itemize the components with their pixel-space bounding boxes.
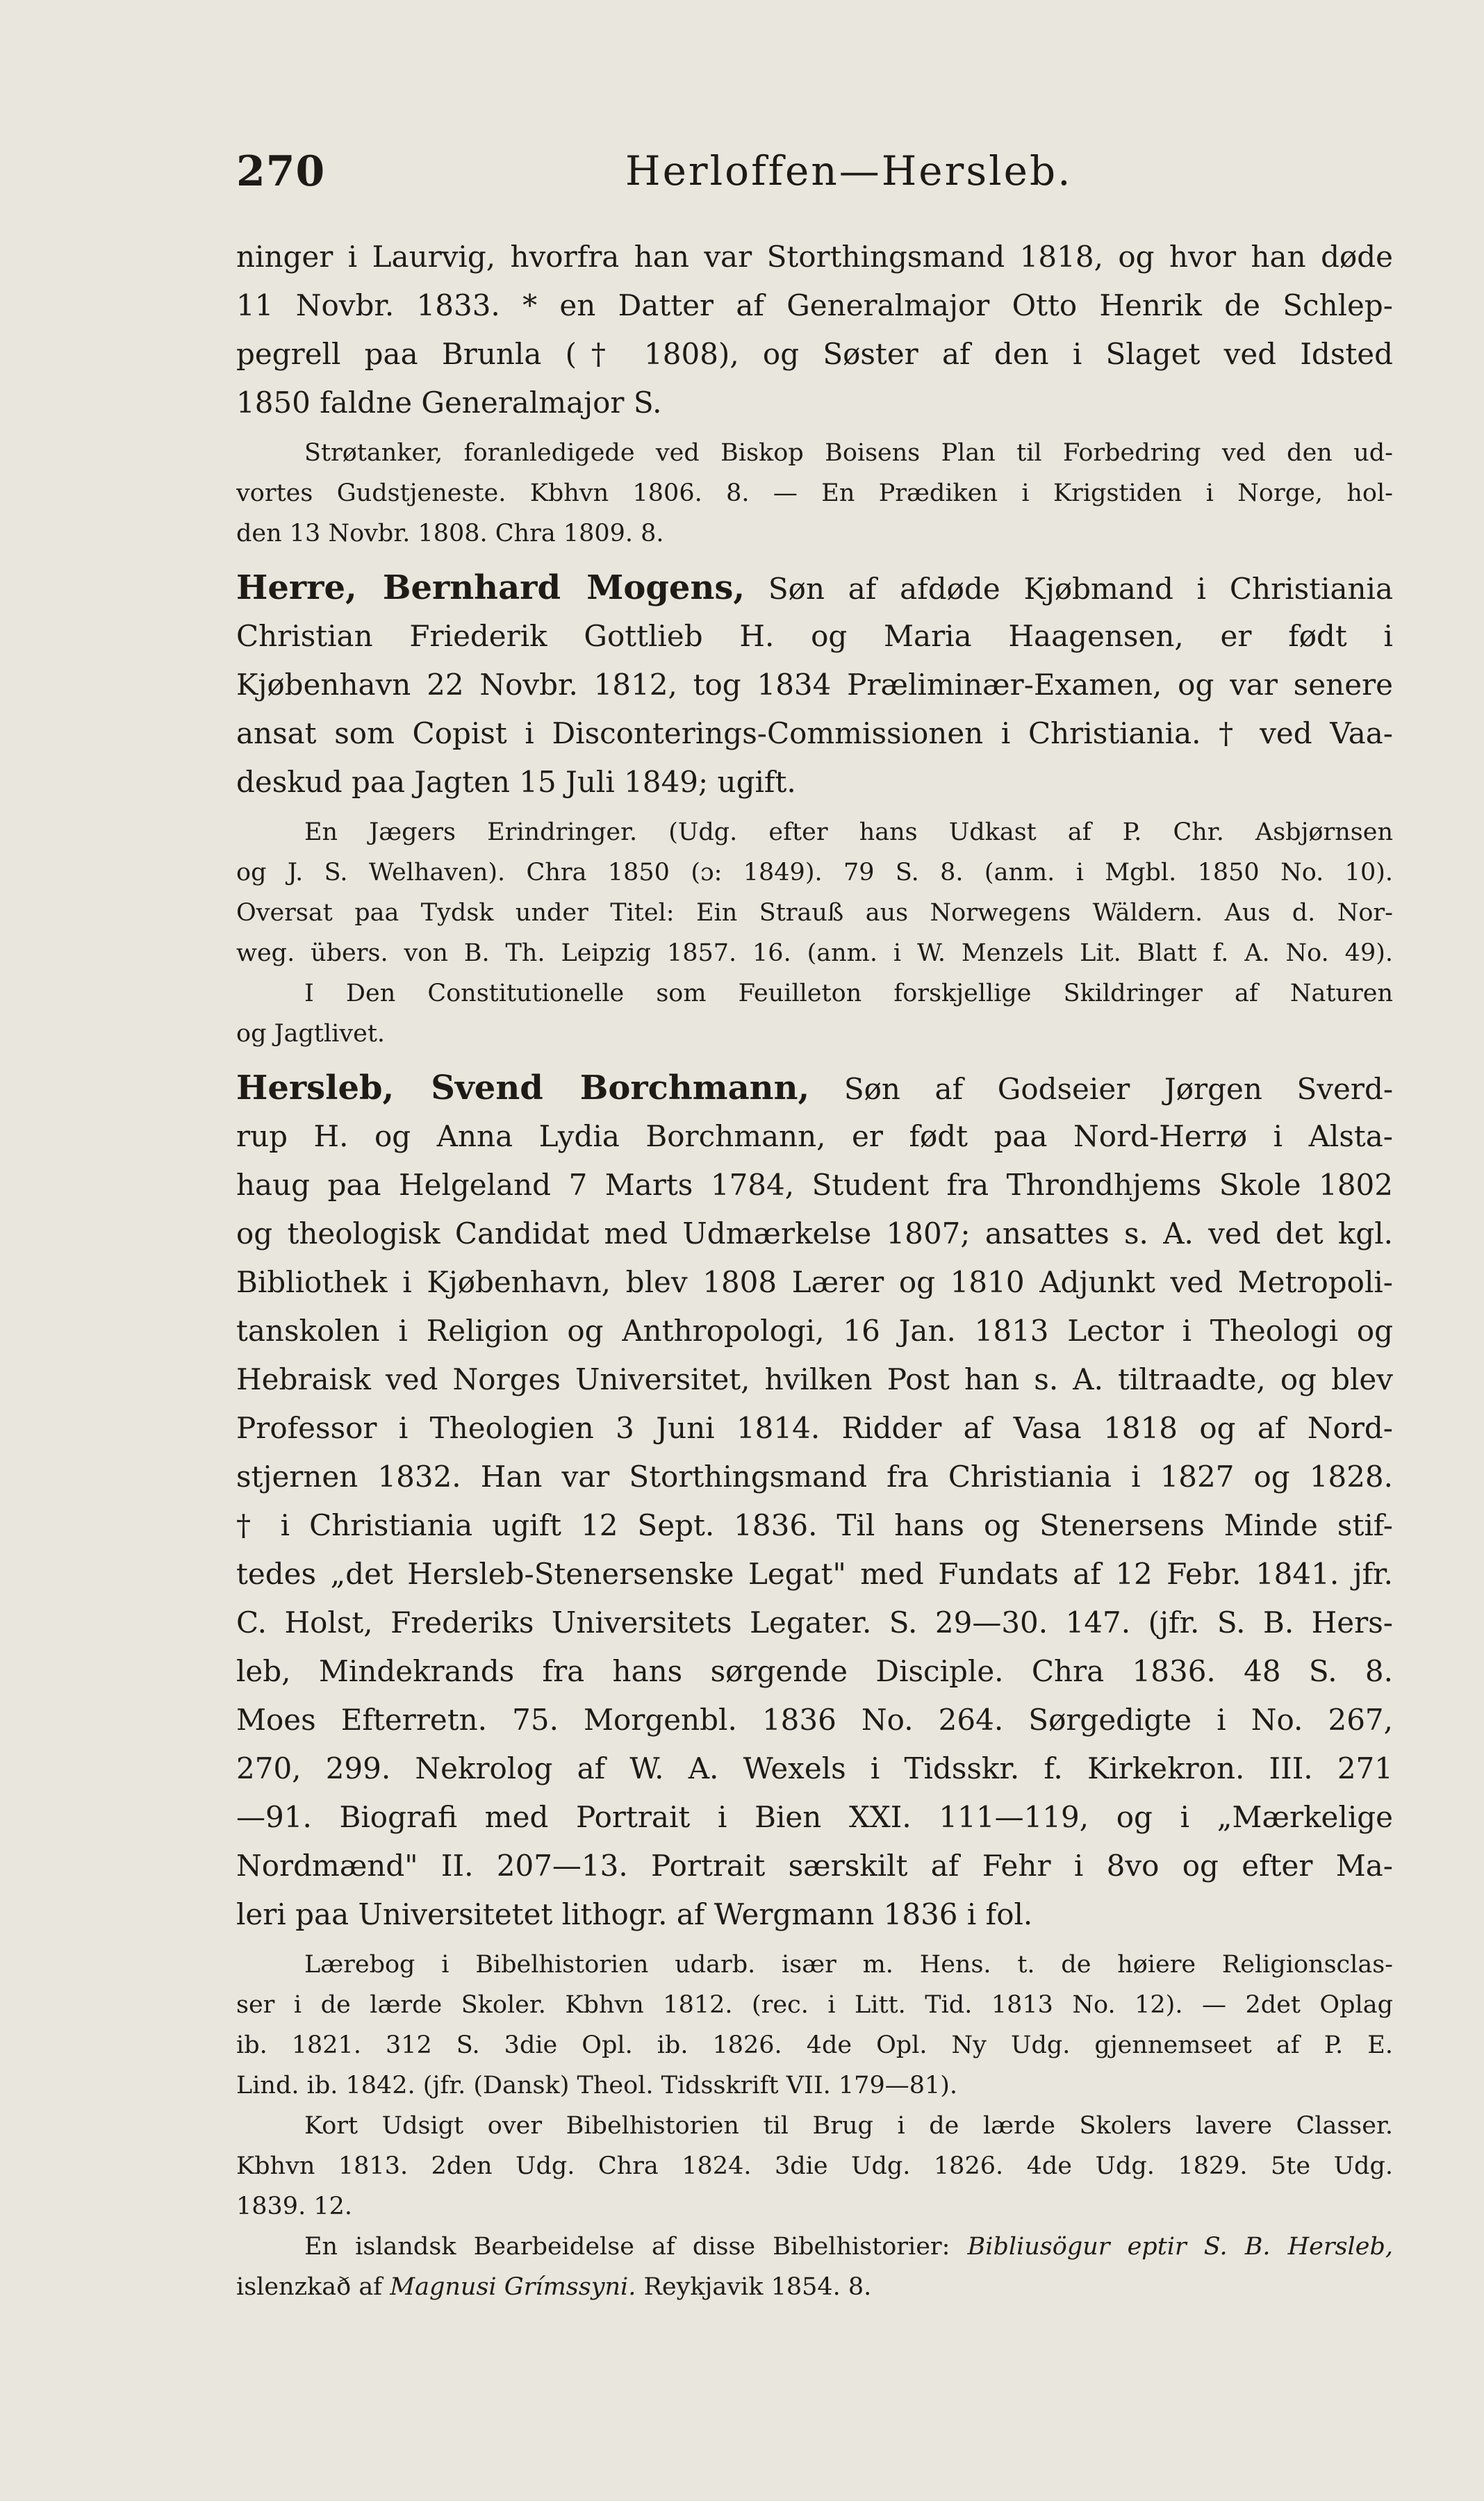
icelandic-prefix: En islandsk Bearbeidelse af disse Bibelhistorier: [304,2233,968,2261]
icelandic-imprint: Reykjavik 1854. 8. [636,2273,872,2301]
work-line: I Den Constitutionelle som Feuilleton forskjellige Skildringer af Naturen [304,980,1393,1007]
icelandic-text: islenzkað af [236,2273,390,2301]
work-line: Kbhvn 1813. 2den Udg. Chra 1824. 3die Udg. 1826. 4de Udg. 1829. 5te Udg. [236,2152,1393,2180]
entry-name: Herre, Bernhard Mogens, [236,568,745,607]
work-line-icelandic-2 [236,2267,1393,2307]
text-line: Hebraisk ved Norges Universitet, hvilken Post han s. A. tiltraadte, og blev [236,1362,1393,1396]
text-line: pegrell paa Brunla († 1808), og Søster af den i Slaget ved Idsted [236,337,1393,371]
text-line: ansat som Copist i Disconterings-Commissionen i Christiania. † ved Vaa- [236,716,1393,750]
text-line: Kjøbenhavn 22 Novbr. 1812, tog 1834 Præliminær-Examen, og var senere [236,668,1393,702]
text-line: Christian Friederik Gottlieb H. og Maria Haagensen, er født i [236,619,1393,653]
work-line: og J. S. Welhaven). Chra 1850 (ɔ: 1849). 79 S. 8. (anm. i Mgbl. 1850 No. 10). [236,859,1393,886]
entry-name: Hersleb, Svend Borchmann, [236,1068,810,1107]
entry-text: Søn af Godseier Jørgen Sverd- [843,1072,1393,1106]
text-line: Bibliothek i Kjøbenhavn, blev 1808 Lærer og 1810 Adjunkt ved Metropoli- [236,1265,1393,1299]
page-body [236,233,1393,2307]
text-line: rup H. og Anna Lydia Borchmann, er født paa Nord-Herrø i Alsta- [236,1119,1393,1153]
text-line: haug paa Helgeland 7 Marts 1784, Student fra Throndhjems Skole 1802 [236,1168,1393,1202]
text-line: 1850 faldne Generalmajor S. [236,386,662,420]
work-line: 1839. 12. [236,2193,352,2220]
work-line: vortes Gudstjeneste. Kbhvn 1806. 8. — En Prædiken i Krigstiden i Norge, hol- [236,479,1393,507]
icelandic-translator: Magnusi Grímssyni. [390,2273,636,2301]
work-line: ser i de lærde Skoler. Kbhvn 1812. (rec. i Litt. Tid. 1813 No. 12). — 2det Oplag [236,1991,1393,2019]
text-line: 11 Novbr. 1833. * en Datter af Generalmajor Otto Henrik de Schlep- [236,288,1393,322]
page-number: 270 [236,147,326,196]
work-line: Kort Udsigt over Bibelhistorien til Brug i de lærde Skolers lavere Classer. [304,2112,1393,2140]
entry-hersleb [236,1064,1393,1939]
works-list-herre [236,812,1393,1054]
running-head: Herloffen—Hersleb. [625,147,1073,195]
work-line: En Jægers Erindringer. (Udg. efter hans Udkast af P. Chr. Asbjørnsen [304,818,1393,846]
entry-text: Søn af afdøde Kjøbmand i Christiania [768,572,1393,606]
icelandic-title: Bibliusögur eptir S. B. Hersleb, [967,2233,1393,2261]
entry-first-line [236,563,1393,612]
entry-first-line [236,1064,1393,1112]
works-list-herloffen [236,433,1393,554]
text-line: Moes Efterretn. 75. Morgenbl. 1836 No. 264. Sørgedigte i No. 267, [236,1703,1393,1737]
text-line: stjernen 1832. Han var Storthingsmand fra Christiania i 1827 og 1828. [236,1460,1393,1494]
text-line: Nordmænd" II. 207—13. Portrait særskilt af Fehr i 8vo og efter Ma- [236,1849,1393,1883]
text-line: † i Christiania ugift 12 Sept. 1836. Til hans og Stenersens Minde stif- [236,1508,1393,1542]
page-header [236,147,1431,203]
work-line: Strøtanker, foranledigede ved Biskop Boisens Plan til Forbedring ved den ud- [304,439,1393,467]
text-line: tedes „det Hersleb-Stenersenske Legat" med Fundats af 12 Febr. 1841. jfr. [236,1557,1393,1591]
text-line: C. Holst, Frederiks Universitets Legater. S. 29—30. 147. (jfr. S. B. Hers- [236,1606,1393,1640]
text-line: leb, Mindekrands fra hans sørgende Disciple. Chra 1836. 48 S. 8. [236,1654,1393,1688]
work-line-icelandic [236,2227,1393,2267]
work-line: weg. übers. von B. Th. Leipzig 1857. 16. (anm. i W. Menzels Lit. Blatt f. A. No. 49). [236,939,1393,967]
work-line: og Jagtlivet. [236,1020,386,1048]
text-line: ninger i Laurvig, hvorfra han var Storthingsmand 1818, og hvor han døde [236,240,1393,274]
works-list-hersleb [236,1945,1393,2307]
continued-entry [236,233,1393,427]
work-line: den 13 Novbr. 1808. Chra 1809. 8. [236,520,664,547]
text-line: —91. Biografi med Portrait i Bien XXI. 111—119, og i „Mærkelige [236,1800,1393,1834]
text-line: 270, 299. Nekrolog af W. A. Wexels i Tidsskr. f. Kirkekron. III. 271 [236,1751,1393,1785]
work-line: Lind. ib. 1842. (jfr. (Dansk) Theol. Tidsskrift VII. 179—81). [236,2072,958,2099]
work-line: ib. 1821. 312 S. 3die Opl. ib. 1826. 4de Opl. Ny Udg. gjennemseet af P. E. [236,2031,1393,2059]
text-line: Professor i Theologien 3 Juni 1814. Ridder af Vasa 1818 og af Nord- [236,1411,1393,1445]
text-line: deskud paa Jagten 15 Juli 1849; ugift. [236,765,796,799]
text-line: tanskolen i Religion og Anthropologi, 16 Jan. 1813 Lector i Theologi og [236,1314,1393,1348]
text-line: og theologisk Candidat med Udmærkelse 1807; ansattes s. A. ved det kgl. [236,1216,1393,1250]
text-line: leri paa Universitetet lithogr. af Wergmann 1836 i fol. [236,1897,1033,1931]
work-line: Lærebog i Bibelhistorien udarb. især m. Hens. t. de høiere Religionsclas- [304,1951,1393,1979]
work-line: Oversat paa Tydsk under Titel: Ein Strauß aus Norwegens Wäldern. Aus d. Nor- [236,899,1393,927]
entry-herre [236,563,1393,807]
